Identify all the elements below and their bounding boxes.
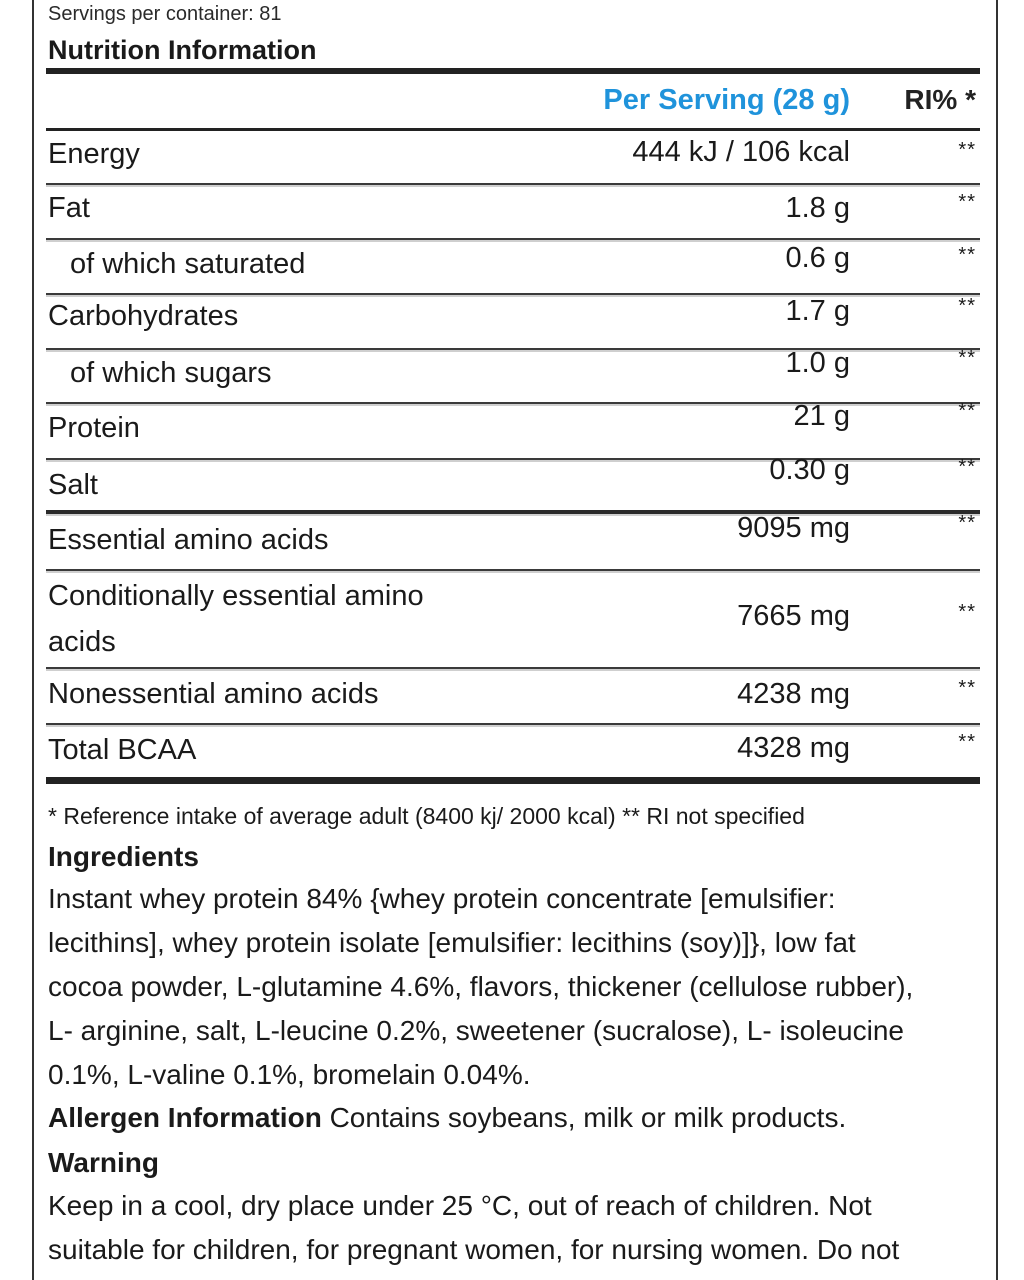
table-row-nonessential-amino bbox=[46, 669, 980, 725]
row-value: 4328 mg bbox=[737, 732, 850, 764]
table-row-sugars bbox=[46, 347, 980, 404]
row-label: of which sugars bbox=[70, 357, 272, 389]
ingredients-line: 0.1%, L-valine 0.1%, bromelain 0.04%. bbox=[48, 1059, 531, 1090]
row-value: 1.0 g bbox=[785, 347, 850, 379]
row-ri: ** bbox=[958, 456, 976, 478]
allergen-title: Allergen Information bbox=[48, 1102, 322, 1133]
warning-line: Keep in a cool, dry place under 25 °C, out of reach of children. Not bbox=[48, 1190, 872, 1221]
row-label: of which saturated bbox=[70, 248, 306, 280]
table-row-energy bbox=[46, 131, 980, 185]
table-row-protein bbox=[46, 400, 980, 460]
table-row-salt bbox=[46, 454, 980, 514]
row-value: 9095 mg bbox=[737, 512, 850, 544]
ingredients-line: Instant whey protein 84% {whey protein concentrate [emulsifier: bbox=[48, 883, 836, 914]
row-ri: ** bbox=[958, 731, 976, 753]
row-label: Total BCAA bbox=[48, 734, 197, 766]
ingredients-title: Ingredients bbox=[48, 841, 199, 872]
row-ri: ** bbox=[958, 677, 976, 699]
reference-footnote: * Reference intake of average adult (8400 kj/ 2000 kcal) ** RI not specified bbox=[48, 803, 805, 829]
allergen-text: Contains soybeans, milk or milk products. bbox=[321, 1102, 847, 1133]
table-row-conditionally-essential bbox=[46, 571, 980, 669]
table-row-fat bbox=[46, 185, 980, 240]
table-row-total-bcaa bbox=[46, 725, 980, 777]
row-value: 1.7 g bbox=[785, 295, 850, 327]
row-label: Energy bbox=[48, 138, 140, 170]
row-value: 444 kJ / 106 kcal bbox=[632, 136, 850, 168]
row-value: 4238 mg bbox=[737, 678, 850, 710]
table-row-saturated bbox=[46, 240, 980, 295]
nutrition-title: Nutrition Information bbox=[48, 35, 317, 65]
row-label: Conditionally essential amino bbox=[48, 580, 424, 612]
row-ri: ** bbox=[958, 512, 976, 534]
ingredients-text bbox=[48, 877, 998, 1097]
row-ri: ** bbox=[958, 400, 976, 422]
row-label: Salt bbox=[48, 469, 98, 501]
row-label: Nonessential amino acids bbox=[48, 678, 379, 710]
row-value: 21 g bbox=[793, 400, 850, 432]
ri-header: RI% * bbox=[904, 84, 976, 115]
row-ri: ** bbox=[958, 191, 976, 213]
ingredients-line: cocoa powder, L-glutamine 4.6%, flavors, thickener (cellulose rubber), bbox=[48, 971, 914, 1002]
row-value: 0.30 g bbox=[769, 454, 850, 486]
row-ri: ** bbox=[958, 295, 976, 317]
row-label: Carbohydrates bbox=[48, 300, 239, 332]
row-ri: ** bbox=[958, 601, 976, 623]
table-row-essential-amino bbox=[46, 514, 980, 571]
servings-per-container: Servings per container: 81 bbox=[48, 3, 282, 25]
per-serving-header: Per Serving (28 g) bbox=[603, 84, 850, 116]
table-header bbox=[46, 74, 980, 128]
warning-line: suitable for children, for pregnant women, for nursing women. Do not bbox=[48, 1234, 900, 1265]
warning-text bbox=[48, 1184, 998, 1272]
row-label-line2: acids bbox=[48, 626, 116, 658]
row-label: Protein bbox=[48, 412, 140, 444]
row-ri: ** bbox=[958, 347, 976, 369]
row-label: Fat bbox=[48, 192, 90, 224]
row-ri: ** bbox=[958, 244, 976, 266]
row-value: 1.8 g bbox=[785, 192, 850, 224]
bottom-divider bbox=[46, 777, 980, 784]
warning-title: Warning bbox=[48, 1147, 159, 1178]
allergen-info bbox=[48, 1102, 846, 1134]
table-row-carbohydrates bbox=[46, 295, 980, 350]
ingredients-line: lecithins], whey protein isolate [emulsifier: lecithins (soy)]}, low fat bbox=[48, 927, 856, 958]
row-value: 0.6 g bbox=[785, 242, 850, 274]
row-value: 7665 mg bbox=[737, 600, 850, 632]
row-label: Essential amino acids bbox=[48, 524, 329, 556]
ingredients-line: L- arginine, salt, L-leucine 0.2%, sweetener (sucralose), L- isoleucine bbox=[48, 1015, 904, 1046]
row-ri: ** bbox=[958, 139, 976, 161]
